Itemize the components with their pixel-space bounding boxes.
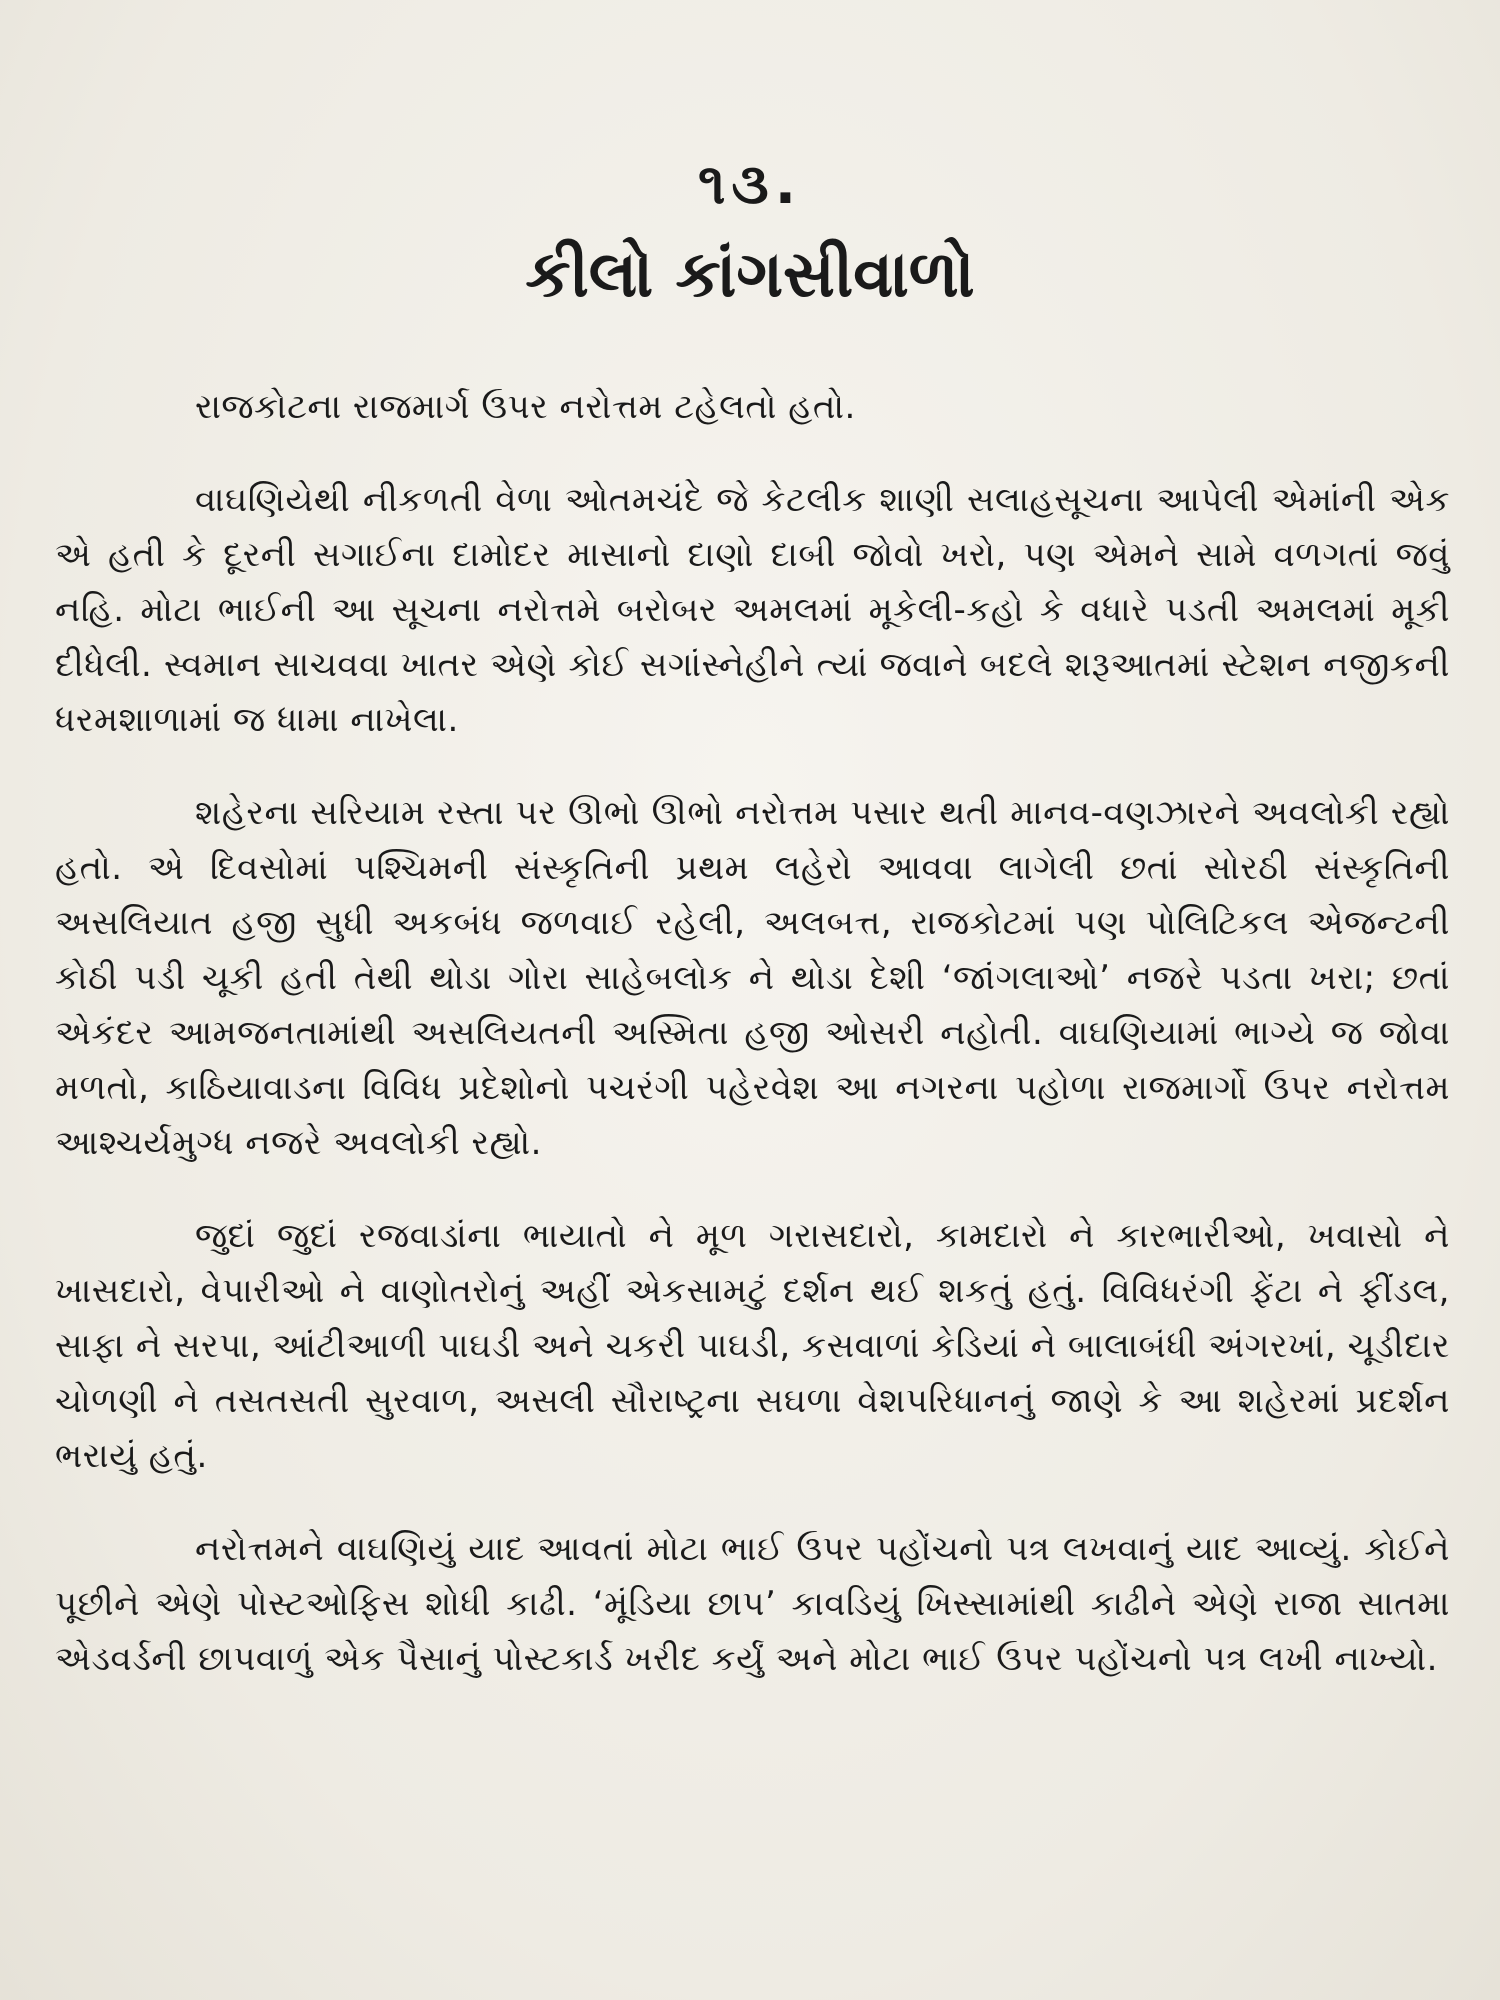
chapter-body [55,380,1450,1687]
chapter-title: કીલો કાંગસીવાળો [525,238,975,312]
chapter-number: ૧૩. [697,152,802,217]
paragraph-1: રાજકોટના રાજમાર્ગ ઉપર નરોત્તમ ટહેલતો હતો. [195,387,856,427]
paragraph-4: જુદાં જુદાં રજવાડાંના ભાયાતો ને મૂળ ગરાસદારો, કામદારો ને કારભારીઓ, ખવાસો ને ખાસદારો, વેપારીઓ ને વાણોતરોનું અહીં એકસામટું દર્શન થઈ શકતું હતું. વિવિધરંગી ફેંટા ને ફીંડલ, સાફા ને સરપા, આંટીઆળી પાઘડી અને ચકરી પાઘડી, કસવાળાં કેડિયાં ને બાલાબંધી અંગરખાં, ચૂડીદાર ચોળણી ને તસતસતી સુરવાળ, અસલી સૌરાષ્ટ્રના સઘળા વેશપરિધાનનું જાણે કે આ શહેરમાં પ્રદર્શન ભરાયું હતું. [55,1216,1450,1476]
paragraph-3: શહેરના સરિયામ રસ્તા પર ઊભો ઊભો નરોત્તમ પસાર થતી માનવ-વણઝારને અવલોકી રહ્યો હતો. એ દિવસોમાં પશ્ચિમની સંસ્કૃતિની પ્રથમ લહેરો આવવા લાગેલી છતાં સોરઠી સંસ્કૃતિની અસલિયાત હજી સુધી અકબંધ જળવાઈ રહેલી, અલબત્ત, રાજકોટમાં પણ પોલિટિકલ એજન્ટની કોઠી પડી ચૂકી હતી તેથી થોડા ગોરા સાહેબલોક ને થોડા દેશી ‘જાંગલાઓ’ નજરે પડતા ખરા; છતાં એકંદર આમજનતામાંથી અસલિયતની અસ્મિતા હજી ઓસરી નહોતી. વાઘણિયામાં ભાગ્યે જ જોવા મળતો, કાઠિયાવાડના વિવિધ પ્રદેશોનો પચરંગી પહેરવેશ આ નગરના પહોળા રાજમાર્ગો ઉપર નરોત્તમ આશ્ચર્યમુગ્ધ નજરે અવલોકી રહ્યો. [55,793,1450,1163]
paragraph-5: નરોત્તમને વાઘણિયું યાદ આવતાં મોટા ભાઈ ઉપર પહોંચનો પત્ર લખવાનું યાદ આવ્યું. કોઈને પૂછીને એણે પોસ્ટઓફિસ શોધી કાઢી. ‘મૂંડિયા છાપ’ કાવડિયું ખિસ્સામાંથી કાઢીને એણે રાજા સાતમા એડવર્ડની છાપવાળું એક પૈસાનું પોસ્ટકાર્ડ ખરીદ કર્યું અને મોટા ભાઈ ઉપર પહોંચનો પત્ર લખી નાખ્યો. [55,1529,1450,1679]
paragraph-2: વાઘણિયેથી નીકળતી વેળા ઓતમચંદે જે કેટલીક શાણી સલાહસૂચના આપેલી એમાંની એક એ હતી કે દૂરની સગાઈના દામોદર માસાનો દાણો દાબી જોવો ખરો, પણ એમને સામે વળગતાં જવું નહિ. મોટા ભાઈની આ સૂચના નરોત્તમે બરોબર અમલમાં મૂકેલી-કહો કે વધારે પડતી અમલમાં મૂકી દીધેલી. સ્વમાન સાચવવા ખાતર એણે કોઈ સગાંસ્નેહીને ત્યાં જવાને બદલે શરૂઆતમાં સ્ટેશન નજીકની ધરમશાળામાં જ ધામા નાખેલા. [55,480,1450,740]
